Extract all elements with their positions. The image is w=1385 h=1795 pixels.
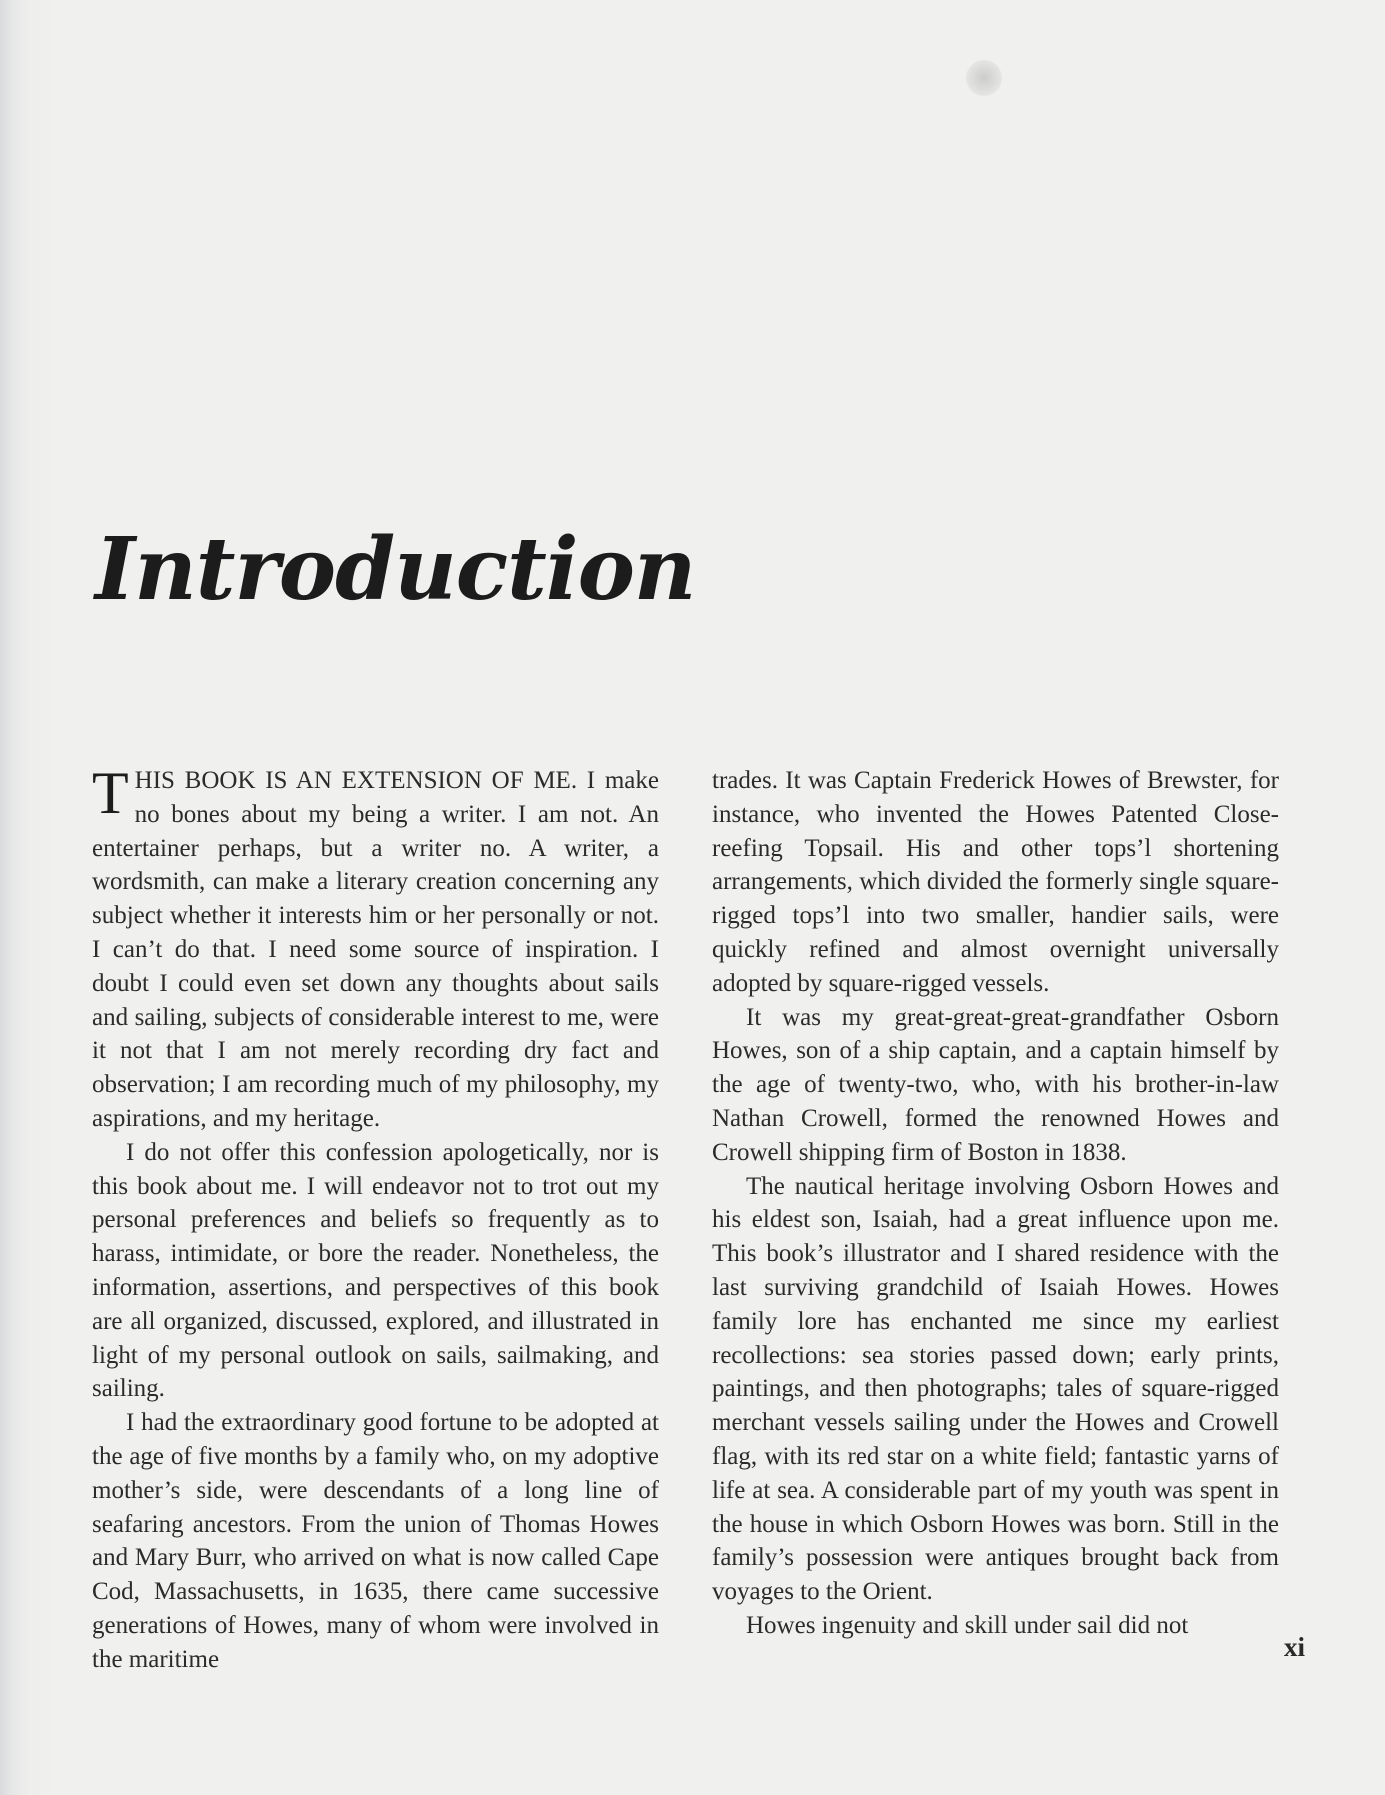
paragraph-text: HIS BOOK IS AN EXTENSION OF ME. I make no bones about my being a writer. I am not. An entertainer perhaps, but a writer no. A writer, a wordsmith, can make a literary creation concerning any subject whether it interests him or her personally or not. I can’t do that. I need some source of inspiration. I doubt I could even set down any thoughts about sails and sailing, subjects of considerable interest to me, were it not that I am not merely recording dry fact and observation; I am recording much of my philosophy, my aspirations, and my heritage. xyxy=(92,767,659,1132)
paragraph: It was my great-great-great-grandfather Osborn Howes, son of a ship captain, and a captain himself by the age of twenty-two, who, with his brother-in-law Nathan Crowell, formed the renowned Howes and Crowell shipping firm of Boston in 1838. xyxy=(712,1003,1279,1166)
paragraph: The nautical heritage involving Osborn Howes and his eldest son, Isaiah, had a great influence upon me. This book’s illustrator and I shared residence with the last surviving grandchild of Isaiah Howes. Howes family lore has enchanted me since my earliest recollections: sea stories passed down; early prints, paintings, and then photographs; tales of square-rigged merchant vessels sailing under the Howes and Crowell flag, with its red star on a white field; fantastic yarns of life at sea. A considerable part of my youth was spent in the house in which Osborn Howes was born. Still in the family’s possession were antiques brought back from voyages to the Orient. xyxy=(712,1172,1279,1606)
drop-cap: T xyxy=(92,760,129,826)
page-number: xi xyxy=(1284,1632,1306,1662)
paragraph: Howes ingenuity and skill under sail did not xyxy=(746,1611,1189,1639)
paragraph: trades. It was Captain Frederick Howes of Brewster, for instance, who invented the Howes Patented Close-reefing Topsail. His and other tops’l shortening arrangements, which divided the formerly single square-rigged tops’l into two smaller, handier sails, were quickly refined and almost overnight universally adopted by square-rigged vessels. xyxy=(712,767,1279,997)
paragraph: I had the extraordinary good fortune to be adopted at the age of five months by a family who, on my adoptive mother’s side, were descendants of a long line of seafaring ancestors. From the union of Thomas Howes and Mary Burr, who arrived on what is now called Cape Cod, Massachusetts, in 1635, there came successive generations of Howes, many of whom were involved in the maritime xyxy=(92,1409,659,1673)
page-smudge xyxy=(966,60,1002,96)
text-column-right xyxy=(712,764,1279,1643)
paragraph xyxy=(92,760,659,1136)
chapter-title: Introduction xyxy=(95,519,696,620)
text-column-left xyxy=(92,760,659,1677)
paragraph: I do not offer this confession apologetically, nor is this book about me. I will endeavor not to trot out my personal preferences and beliefs so frequently as to harass, intimidate, or bore the reader. Nonetheless, the information, assertions, and perspectives of this book are all organized, discussed, explored, and illustrated in light of my personal outlook on sails, sailmaking, and sailing. xyxy=(92,1138,659,1403)
